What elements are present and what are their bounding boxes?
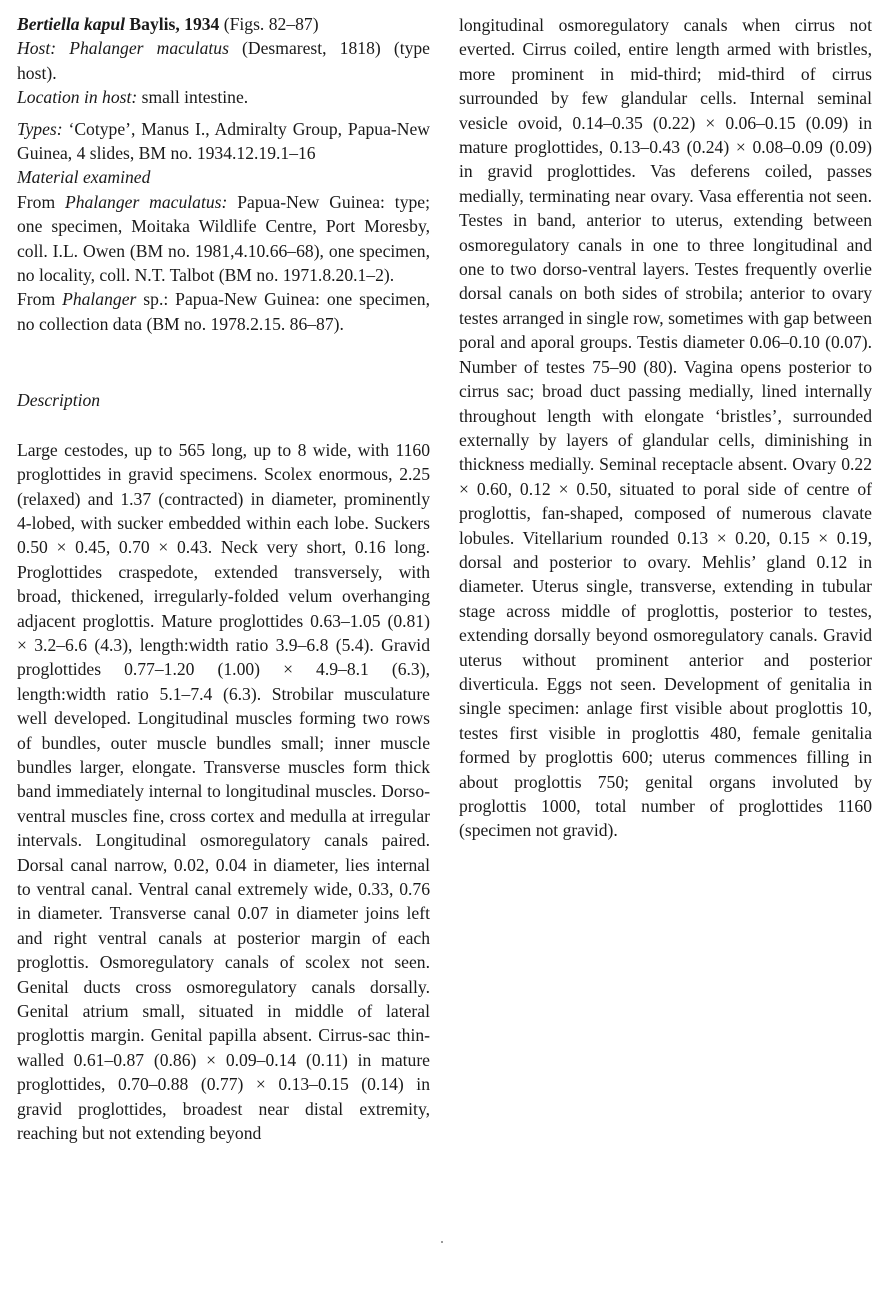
host-details: (Desmarest, 1818) (type host).	[17, 38, 430, 83]
types-value: ‘Cotype’, Manus I., Admiralty Group, Papua-New Guinea, 4 slides, BM no. 1934.12.19.1–16	[17, 118, 430, 164]
host-line	[17, 36, 430, 85]
location-line	[17, 85, 430, 109]
figure-reference: (Figs. 82–87)	[219, 14, 319, 34]
types-label: Types:	[17, 118, 63, 139]
material-details: sp.: Papua-New Guinea: one specimen, no collection data (BM no. 1978.2.15. 86–87).	[17, 289, 431, 334]
material-entry-2	[17, 287, 430, 336]
host-label: Host:	[17, 38, 70, 59]
material-host: Phalanger	[62, 289, 137, 310]
material-examined-heading: Material examined	[17, 167, 151, 188]
description-continuation: longitudinal osmoregulatory canals when cirrus not everted. Cirrus coiled, entire length armed with bristles, more prominent in mid-third; mid-third of cirrus surrounded by few glandular cells. Internal seminal vesicle ovoid, 0.14–0.35 (0.22) × 0.06–0.15 (0.09) in mature proglottides, 0.13–0.43 (0.24) × 0.08–0.09 (0.09) in gravid proglottides. Vas deferens coiled, passes medially, terminating near ovary. Vasa efferentia not seen. Testes in band, anterior to uterus, extending between osmoregulatory canals in one to three longitudinal and one to two dorso-ventral layers. Testes frequently overlie dorsal canals on both sides of strobila; anterior to ovary testes arranged in single row, sometimes with gap between poral and aporal groups. Testis diameter 0.06–0.10 (0.07). Number of testes 75–90 (80). Vagina opens posterior to cirrus sac; broad duct passing medially, lined internally throughout length with elongate ‘bristles’, surrounded externally by layers of glandular cells, diminishing in thickness medially. Seminal receptacle absent. Ovary 0.22 × 0.60, 0.12 × 0.50, situated to poral side of centre of proglottis, fan-shaped, composed of numerous clavate lobules. Vitellarium rounded 0.13 × 0.20, 0.15 × 0.19, dorsal and posterior to ovary. Mehlis’ gland 0.12 in diameter. Uterus single, transverse, extending in tubular stage across middle of proglottis, posterior to testes, extending dorsally beyond osmoregulatory canals. Gravid uterus without prominent anterior and posterior diverticula. Eggs not seen. Development of genitalia in single specimen: anlage first visible about proglottis 10, testes first visible in proglottis 480, female genitalia formed by proglottis 600; uterus commences filling in about proglottis 750; genital organs involuted by proglottis 1000, total number of proglottides 1160 (specimen not gravid).	[459, 15, 872, 841]
species-authority: Baylis, 1934	[125, 14, 220, 34]
material-entry-1	[17, 190, 430, 288]
location-label: Location in host:	[17, 87, 138, 108]
left-column	[17, 12, 430, 1145]
material-prefix: From	[17, 191, 66, 212]
host-species: Phalanger maculatus	[69, 38, 229, 59]
right-column	[459, 13, 872, 843]
species-name: Bertiella kapul	[17, 14, 126, 34]
species-title	[17, 12, 430, 36]
description-heading: Description	[17, 390, 101, 411]
scan-artifact	[441, 1241, 443, 1243]
description-paragraph: Large cestodes, up to 565 long, up to 8 wide, with 1160 proglottides in gravid specimens. Scolex enormous, 2.25 (relaxed) and 1.37 (contracted) in diameter, prominently 4-lobed, with sucker embedded within each lobe. Suckers 0.50 × 0.45, 0.70 × 0.43. Neck very short, 0.16 long. Proglottides craspedote, extended transversely, with broad, thickened, irregularly-folded velum overhanging adjacent proglottis. Mature proglottides 0.63–1.05 (0.81) × 3.2–6.6 (4.3), length:width ratio 3.9–6.8 (5.4). Gravid proglottides 0.77–1.20 (1.00) × 4.9–8.1 (6.3), length:width ratio 5.1–7.4 (6.3). Strobilar musculature well developed. Longitudinal muscles forming two rows of bundles, outer muscle bundles small; inner muscle bundles larger, elongate. Transverse muscles form thick band immediately internal to longitudinal muscles. Dorso-ventral muscles fine, cross cortex and medulla at irregular intervals. Longitudinal osmoregulatory canals paired. Dorsal canal narrow, 0.02, 0.04 in diameter, lies internal to ventral canal. Ventral canal extremely wide, 0.33, 0.76 in diameter. Transverse canal 0.07 in diameter joins left and right ventral canals at posterior margin of each proglottis. Osmoregulatory canals of scolex not seen. Genital ducts cross osmoregulatory canals dorsally. Genital atrium small, situated in middle of lateral proglottis margin. Genital papilla absent. Cirrus-sac thin-walled 0.61–0.87 (0.86) × 0.09–0.14 (0.11) in mature proglottides, 0.70–0.88 (0.77) × 0.13–0.15 (0.14) in gravid proglottides, broadest near distal extremity, reaching but not extending beyond	[17, 439, 430, 1144]
location-value: small intestine.	[137, 87, 249, 108]
types-line	[17, 117, 430, 166]
material-prefix: From	[17, 289, 63, 310]
material-details: Papua-New Guinea: type; one specimen, Moitaka Wildlife Centre, Port Moresby, coll. I.L. Owen (BM no. 1981,4.10.66–68), one specimen, no locality, coll. N.T. Talbot (BM no. 1971.8.20.1–2).	[17, 191, 430, 286]
material-host: Phalanger maculatus:	[65, 191, 228, 212]
